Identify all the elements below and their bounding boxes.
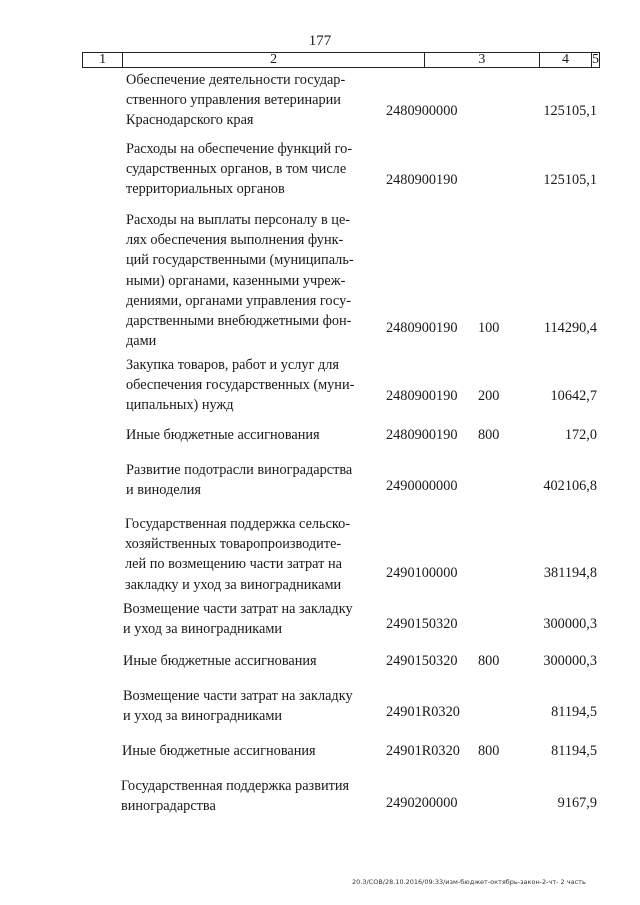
row-code: 24901R0320 xyxy=(386,742,460,759)
row-code: 24901R0320 xyxy=(386,703,460,720)
row-code: 2480900190 xyxy=(386,426,458,443)
table-row xyxy=(0,141,640,198)
table-row xyxy=(0,357,640,414)
table-row xyxy=(0,743,640,761)
table-header-row xyxy=(82,52,600,68)
row-code: 2480900000 xyxy=(386,102,458,119)
row-code: 2490150320 xyxy=(386,652,458,669)
row-amount: 125105,1 xyxy=(543,102,597,119)
row-code: 2490200000 xyxy=(386,794,458,811)
table-row xyxy=(0,601,640,638)
table-row xyxy=(0,516,640,593)
row-name: Расходы на выплаты персоналу в це- лях обеспечения выполнения функ- ций государственными (муниципаль- ными) органами, казенными учреж- дениями, органами управления госу- дарственными внебюджетными фон- дами xyxy=(126,212,354,350)
row-name: Закупка товаров, работ и услуг для обеспечения государственных (муни- ципальных) нужд xyxy=(126,357,355,414)
row-name: Обеспечение деятельности государ- ственного управления ветеринарии Краснодарского края xyxy=(126,72,346,129)
document-footer: 20.3/СОВ/28.10.2016/09:33/изм-бюджет-октябрь-закон-2-чт- 2 часть xyxy=(352,878,586,886)
row-name: Возмещение части затрат на закладку и уход за виноградниками xyxy=(123,601,353,638)
page-number: 177 xyxy=(308,33,332,49)
table-row xyxy=(0,778,640,813)
row-code: 2490150320 xyxy=(386,615,458,632)
row-name: Иные бюджетные ассигнования xyxy=(123,653,317,669)
header-col-4: 4 xyxy=(540,53,592,67)
row-name: Развитие подотрасли виноградарства и виноделия xyxy=(126,462,353,499)
row-code: 2490000000 xyxy=(386,477,458,494)
row-type: 800 xyxy=(478,652,500,669)
row-amount: 381194,8 xyxy=(543,564,597,581)
row-name: Возмещение части затрат на закладку и уход за виноградниками xyxy=(123,688,353,725)
table-row xyxy=(0,653,640,671)
row-name: Иные бюджетные ассигнования xyxy=(122,743,316,759)
row-type: 100 xyxy=(478,319,500,336)
row-name: Иные бюджетные ассигнования xyxy=(126,427,320,443)
table-row xyxy=(0,427,640,445)
header-col-1: 1 xyxy=(83,53,123,67)
header-col-2: 2 xyxy=(123,53,425,67)
row-amount: 81194,5 xyxy=(551,703,597,720)
row-code: 2480900190 xyxy=(386,319,458,336)
row-amount: 114290,4 xyxy=(543,319,597,336)
row-amount: 300000,3 xyxy=(543,615,597,632)
row-name: Государственная поддержка сельско- хозяйственных товаропроизводите- лей по возмещению части затрат на закладку и уход за виноградниками xyxy=(125,516,351,593)
row-amount: 402106,8 xyxy=(543,477,597,494)
row-amount: 125105,1 xyxy=(543,171,597,188)
table-row xyxy=(0,462,640,499)
row-name: Расходы на обеспечение функций го- сударственных органов, в том числе территориальных органов xyxy=(126,141,353,198)
row-code: 2490100000 xyxy=(386,564,458,581)
header-col-3: 3 xyxy=(425,53,540,67)
row-name: Государственная поддержка развития виноградарства xyxy=(121,778,350,815)
table-row xyxy=(0,212,640,350)
row-type: 200 xyxy=(478,387,500,404)
row-amount: 300000,3 xyxy=(543,652,597,669)
row-type: 800 xyxy=(478,426,500,443)
table-row xyxy=(0,688,640,725)
row-amount: 172,0 xyxy=(564,426,597,443)
row-amount: 10642,7 xyxy=(550,387,597,404)
row-type: 800 xyxy=(478,742,500,759)
row-amount: 9167,9 xyxy=(557,794,597,811)
row-code: 2480900190 xyxy=(386,171,458,188)
row-amount: 81194,5 xyxy=(551,742,597,759)
row-code: 2480900190 xyxy=(386,387,458,404)
table-row xyxy=(0,72,640,129)
header-col-5: 5 xyxy=(592,52,599,67)
